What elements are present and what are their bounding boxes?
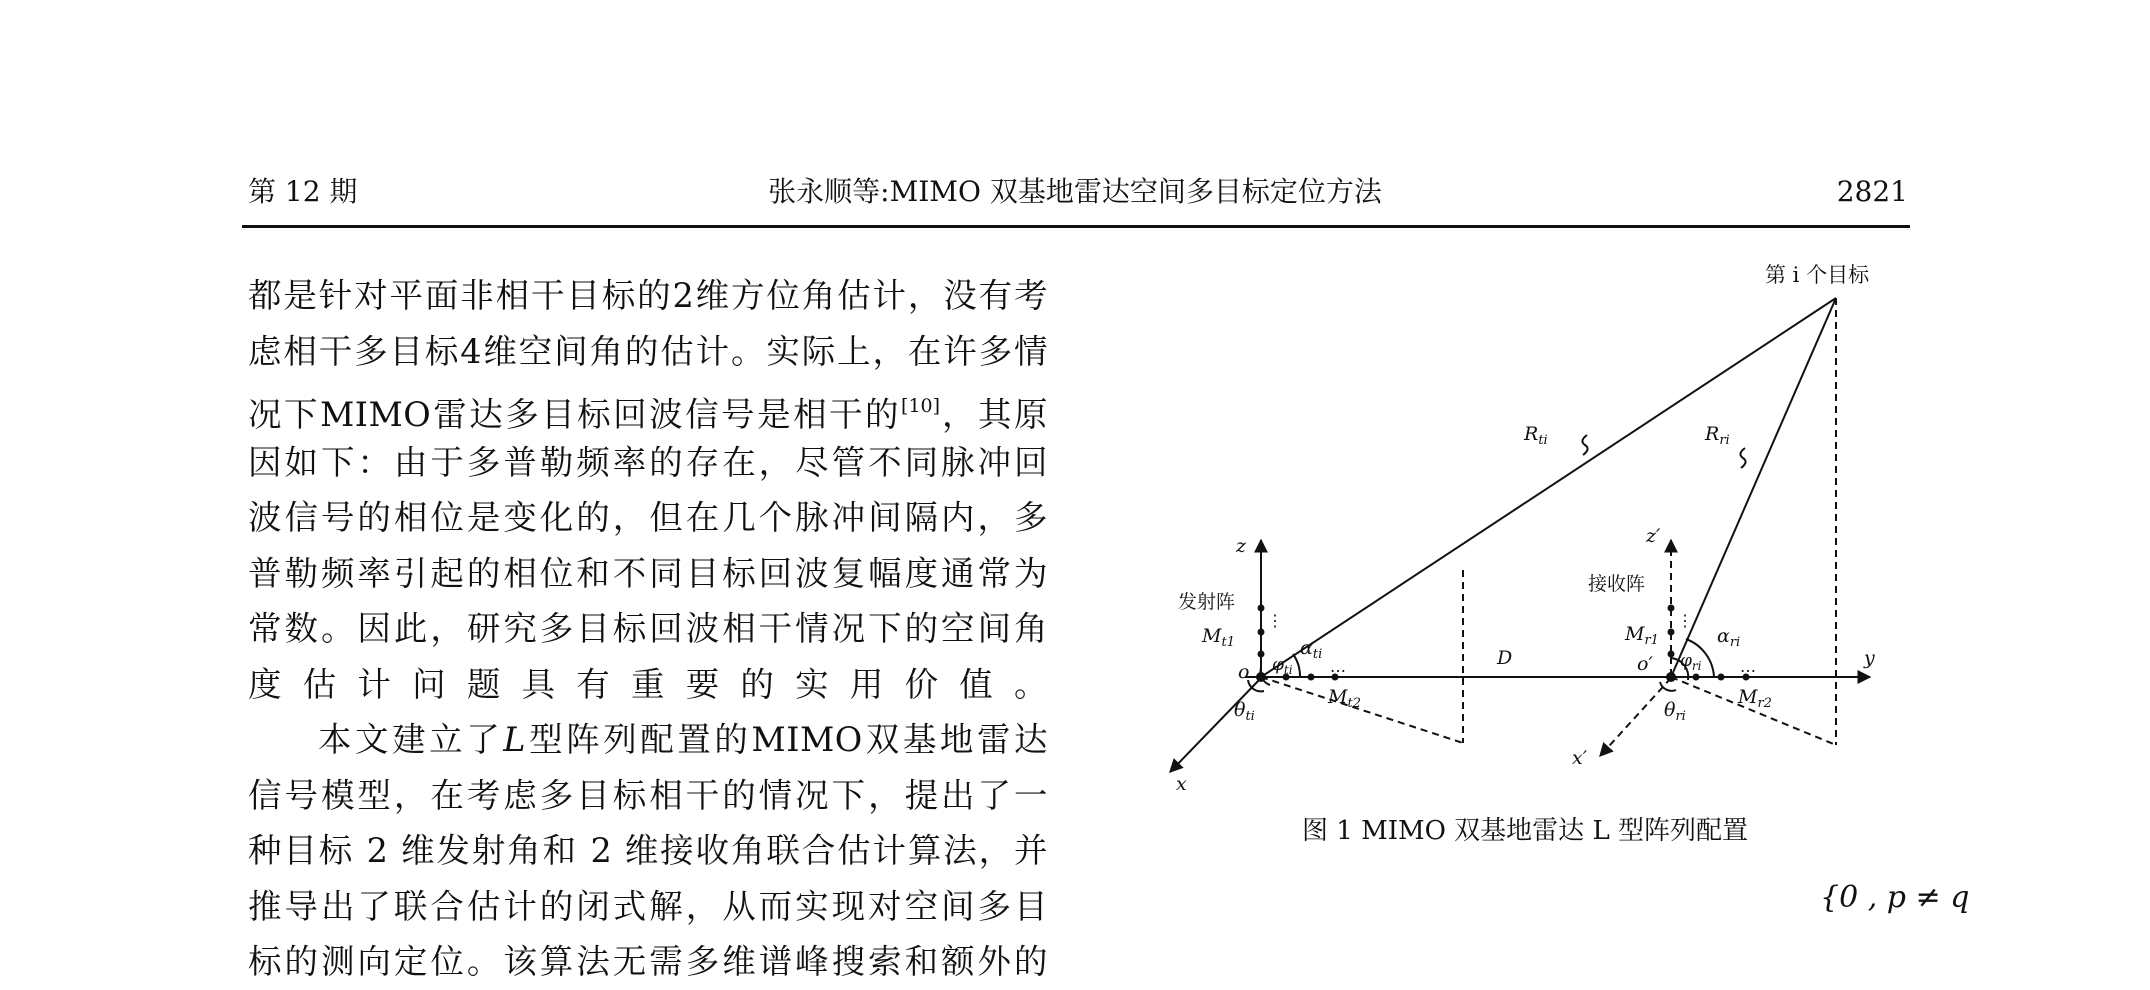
text-line: 因如下：由于多普勒频率的存在，尽管不同脉冲回	[248, 442, 1048, 482]
alpha-r-sub: ri	[1729, 635, 1741, 650]
text-span: 况下MIMO雷达多目标回波信号是相干的	[248, 395, 902, 434]
mt2-label	[1327, 686, 1361, 711]
rx-origin-dot	[1666, 672, 1676, 682]
sensor-dot	[1718, 674, 1725, 681]
text-line: 普勒频率引起的相位和不同目标回波复幅度通常为	[248, 553, 1048, 593]
origin-prime-label: o′	[1637, 653, 1653, 675]
theta-t-sub: ti	[1245, 709, 1255, 724]
tx-origin-dot	[1256, 672, 1266, 682]
sensor-dot	[1668, 651, 1675, 658]
line-rt	[1261, 298, 1836, 677]
mr1-label	[1624, 623, 1659, 648]
rt-label-main: R	[1524, 423, 1539, 445]
x-prime-label: x′	[1572, 747, 1588, 769]
mt1-label	[1201, 625, 1235, 650]
text-span: 本文建立了	[318, 720, 504, 759]
rt-label	[1523, 423, 1548, 448]
x-prime-axis	[1600, 678, 1671, 756]
z-label: z	[1236, 535, 1247, 557]
theta-r-arc	[1660, 682, 1676, 691]
mr1-sub: r1	[1644, 633, 1659, 648]
mr2-label	[1737, 686, 1772, 711]
text-line	[248, 712, 1048, 768]
mr2-main: M	[1738, 686, 1758, 708]
phi-r-sub: ri	[1691, 659, 1702, 673]
phi-r-label	[1680, 651, 1702, 673]
rr-label-sub: ri	[1719, 433, 1730, 448]
break-mark-rr	[1740, 448, 1745, 468]
text-line: 虑相干多目标4维空间角的估计。实际上，在许多情	[248, 331, 1048, 371]
sensor-dot	[1258, 605, 1265, 612]
mt1-main: M	[1202, 625, 1222, 647]
rx-array-label: 接收阵	[1588, 573, 1646, 595]
body-text-column	[248, 268, 1048, 990]
tx-ground-projection	[1261, 677, 1463, 743]
x-label: x	[1176, 773, 1187, 795]
text-line: 波信号的相位是变化的，但在几个脉冲间隔内，多	[248, 498, 1048, 537]
rx-hdots: …	[1740, 657, 1756, 676]
text-span: ，其原	[940, 395, 1048, 434]
text-line: 推导出了联合估计的闭式解，从而实现对空间多目	[248, 886, 1048, 926]
theta-r-label	[1664, 699, 1686, 724]
text-line: 都是针对平面非相干目标的2维方位角估计，没有考	[248, 276, 1048, 315]
sensor-dot	[1308, 674, 1315, 681]
figure-1	[1140, 250, 1910, 810]
text-line: 种目标 2 维发射角和 2 维接收角联合估计算法，并	[248, 831, 1048, 870]
text-line	[248, 379, 1048, 435]
theta-r-sub: ri	[1675, 709, 1686, 724]
alpha-t-main: α	[1300, 637, 1313, 659]
tx-array-label: 发射阵	[1178, 591, 1236, 613]
z-prime-label: z′	[1646, 525, 1661, 547]
phi-t-sub: ti	[1283, 663, 1293, 677]
break-mark-rt	[1582, 435, 1587, 455]
x-axis	[1170, 678, 1261, 772]
text-line: 标的测向定位。该算法无需多维谱峰搜索和额外的	[248, 942, 1048, 981]
rr-label	[1704, 423, 1730, 448]
header-rule	[242, 225, 1910, 228]
running-title: 张永顺等:MIMO 双基地雷达空间多目标定位方法	[768, 175, 1382, 208]
rr-label-main: R	[1705, 423, 1720, 445]
sensor-dot	[1693, 674, 1700, 681]
theta-t-label	[1234, 699, 1255, 724]
theta-t-main: θ	[1234, 699, 1246, 721]
text-line: 信号模型，在考虑多目标相干的情况下，提出了一	[248, 775, 1048, 815]
phi-t-main: φ	[1272, 655, 1284, 675]
mr1-main: M	[1625, 623, 1645, 645]
theta-r-main: θ	[1664, 699, 1676, 721]
page-number: 2821	[1836, 175, 1908, 208]
target-label: 第 i 个目标	[1765, 263, 1870, 287]
mt2-main: M	[1328, 686, 1348, 708]
phi-r-main: φ	[1680, 651, 1692, 671]
sensor-dot	[1258, 629, 1265, 636]
alpha-t-label	[1300, 637, 1322, 662]
line-rr	[1671, 298, 1836, 677]
figure-caption: 图 1 MIMO 双基地雷达 L 型阵列配置	[1302, 816, 1748, 846]
text-span: L	[503, 720, 527, 759]
baseline-d-label: D	[1497, 647, 1513, 669]
text-line: 常数。因此，研究多目标回波相干情况下的空间角	[248, 609, 1048, 648]
equation-fragment: {0 , p ≠ q	[1820, 880, 1970, 915]
alpha-t-sub: ti	[1312, 647, 1323, 662]
issue-number: 第 12 期	[248, 175, 358, 208]
citation-ref: [10]	[901, 395, 941, 417]
mt1-sub: t1	[1221, 635, 1235, 650]
alpha-r-main: α	[1717, 625, 1730, 647]
sensor-dot	[1668, 629, 1675, 636]
text-span: 型阵列配置的MIMO双基地雷达	[526, 720, 1048, 759]
rt-label-sub: ti	[1538, 433, 1548, 448]
sensor-dot	[1258, 651, 1265, 658]
tx-hdots: …	[1330, 657, 1346, 676]
mt2-sub: t2	[1347, 696, 1361, 711]
origin-label: o	[1238, 661, 1250, 683]
l-array-diagram	[1140, 250, 1910, 810]
alpha-r-label	[1717, 625, 1740, 650]
tx-vdots: ⋮	[1267, 611, 1283, 630]
alpha-t-arc	[1293, 654, 1300, 677]
sensor-dot	[1668, 605, 1675, 612]
rx-vdots: ⋮	[1677, 611, 1693, 630]
mr2-sub: r2	[1757, 696, 1772, 711]
y-label: y	[1864, 647, 1875, 669]
text-line: 度估计问题具有重要的实用价值。	[248, 664, 1048, 704]
